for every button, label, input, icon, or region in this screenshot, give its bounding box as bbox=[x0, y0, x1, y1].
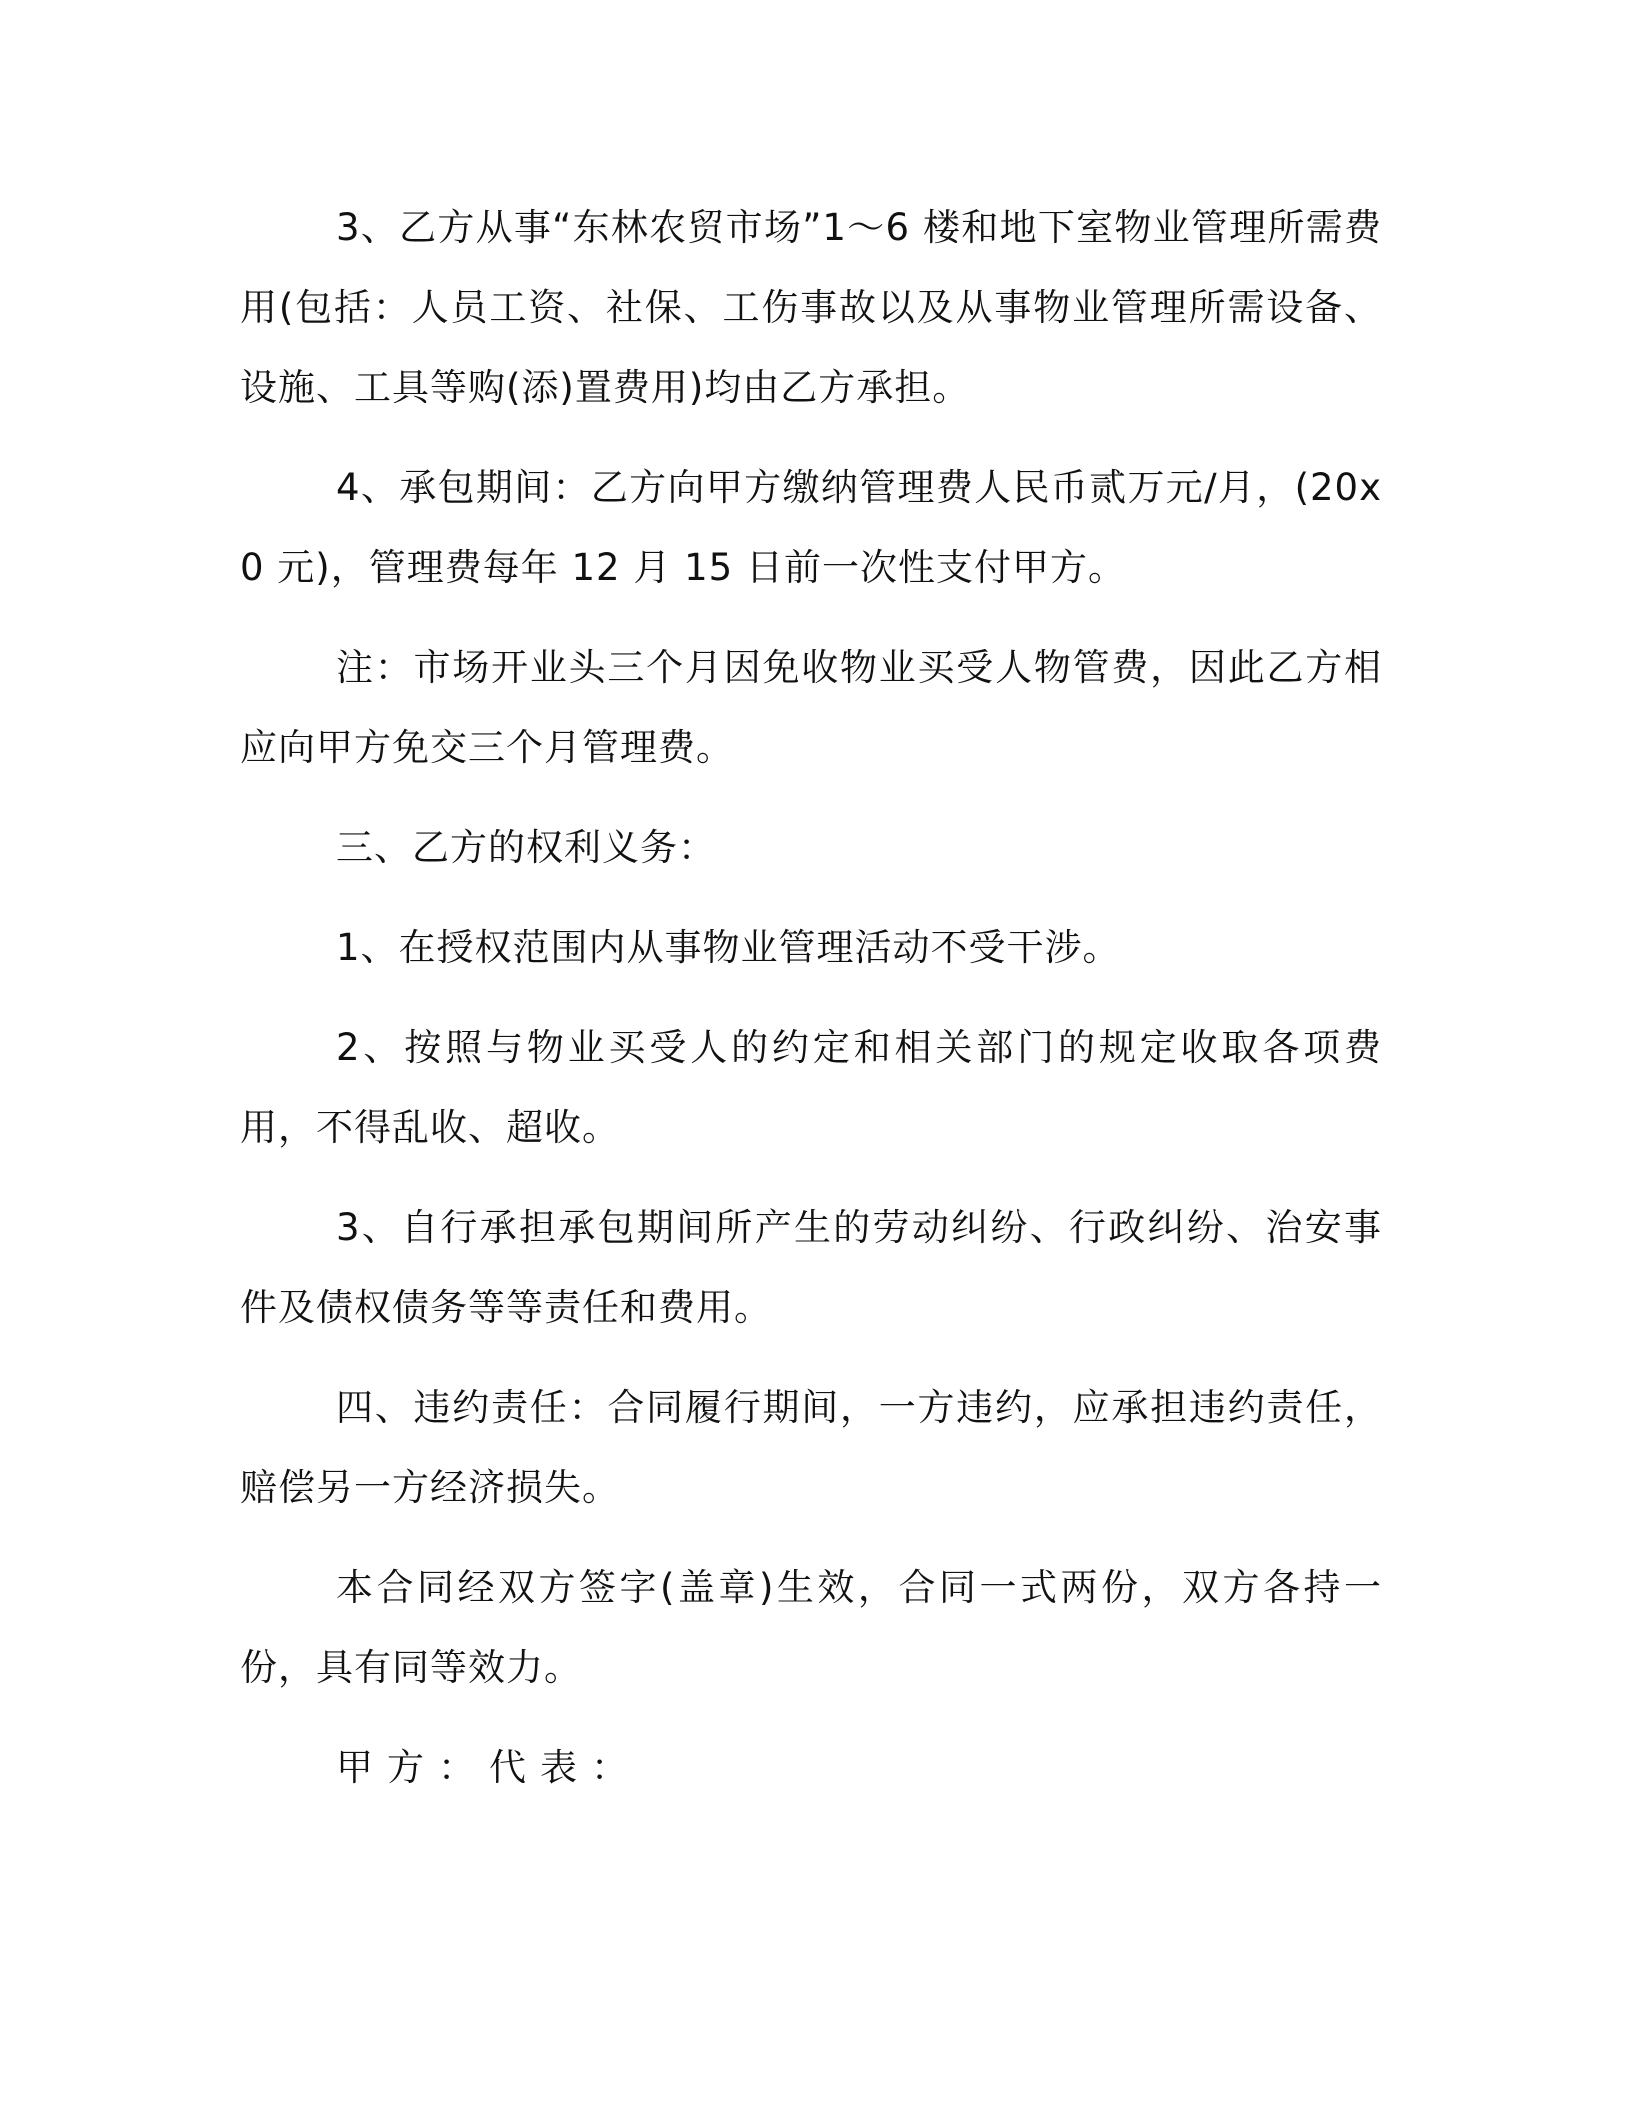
signature-line: 甲方：代表： bbox=[336, 1746, 642, 1789]
clause-note: 注：市场开业头三个月因免收物业买受人物管费，因此乙方相应向甲方免交三个月管理费。 bbox=[240, 646, 1382, 769]
right-item-1: 1、在授权范围内从事物业管理活动不受干涉。 bbox=[336, 926, 1121, 969]
section-4-liability: 四、违约责任：合同履行期间，一方违约，应承担违约责任，赔偿另一方经济损失。 bbox=[240, 1386, 1382, 1509]
section-3-heading: 三、乙方的权利义务： bbox=[336, 826, 716, 869]
clause-4-contract-period: 4、承包期间：乙方向甲方缴纳管理费人民币贰万元/月，(20x0 元)，管理费每年 12 月 15 日前一次性支付甲方。 bbox=[240, 466, 1382, 589]
right-item-2: 2、按照与物业买受人的约定和相关部门的规定收取各项费用，不得乱收、超收。 bbox=[240, 1026, 1382, 1149]
right-item-3: 3、自行承担承包期间所产生的劳动纠纷、行政纠纷、治安事件及债权债务等等责任和费用。 bbox=[240, 1206, 1382, 1329]
document-page bbox=[240, 188, 1382, 1808]
effectiveness-clause: 本合同经双方签字(盖章)生效，合同一式两份，双方各持一份，具有同等效力。 bbox=[240, 1566, 1382, 1689]
clause-3-costs: 3、乙方从事“东林农贸市场”1～6 楼和地下室物业管理所需费用(包括：人员工资、社保、工伤事故以及从事物业管理所需设备、设施、工具等购(添)置费用)均由乙方承担。 bbox=[240, 206, 1382, 409]
